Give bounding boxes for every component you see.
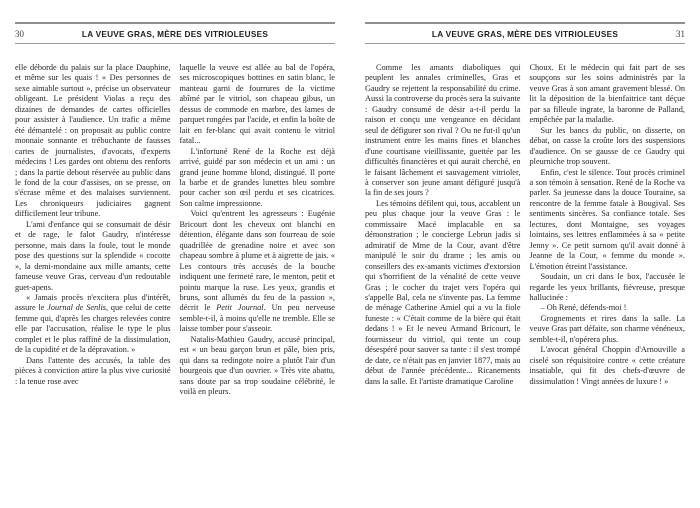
paragraph: – Oh René, défends-moi ! xyxy=(540,303,627,313)
paragraph: L'infortuné René de la Roche est déjà arrivé, guidé par son médecin et un ami : un grand jeune homme blond, distingué. Il porte la barbe et de grandes lunettes bleu sombre pour cacher son œil perdu et ses cicatrices. Son calme impressionne. xyxy=(179,146,335,208)
page-number-left: 30 xyxy=(15,28,24,39)
paragraph: Dans l'attente des accusés, la table des pièces à conviction attire la plus vive curiosité : la tenue rose avec xyxy=(15,355,171,386)
paragraph: Voici qu'entrent les agresseurs : Eugénie Bricourt dont les cheveux ont blanchi en détention, élégante dans son fourreau de soie quadrillée de grenadine noire et avec son chapeau sombre à plume et à aigrette de jais. « Les contours très accusés de la bouche indiquent une fermeté rare, le menton, petit et pointu marque la ruse. Les yeux, grandis et bruns, sont allumés du feu de la passion », décrit le Petit Journal. Un peu nerveuse semble-t-il, à moins qu'elle ne tremble. Elle se laisse tomber pour s'asseoir. xyxy=(179,209,335,334)
running-title-left: LA VEUVE GRAS, MÈRE DES VITRIOLEUSES xyxy=(81,28,269,39)
paragraph: Grognements et rires dans la salle. La veuve Gras part défaite, son charme vénéneux, semble-t-il, n'opérera plus. xyxy=(529,313,685,344)
paragraph: Sur les bancs du public, on disserte, on débat, on casse la croûte lors des suspensions d'audience. On se gausse de ce Gaudry qui pleurniche trop souvent. xyxy=(529,125,685,167)
text-column-3 xyxy=(365,63,521,387)
running-header-right xyxy=(365,22,685,44)
page-number-right: 31 xyxy=(676,28,685,39)
running-header-left xyxy=(15,22,335,44)
page-body-right xyxy=(365,63,685,387)
paragraph: elle déborde du palais sur la place Dauphine, et même sur les quais ! « Des personnes de sexe aimable surtout », précise un observateur obligeant. Le président Violas a reçu des dizaines de demandes de cartes officielles pour assister à l'audience. Un trafic a même été démantelé : on proposait au public contre monnaie sonnante et trébuchante de fausses cartes de journalistes, d'avocats, d'experts médecins ! Les gardes ont obtenu des renforts ; dans la partie debout réservée au public dans le fond de la cour d'assises, on se presse, on s'écrase même et des malaises surviennent. Les chroniqueurs judiciaires gagnent difficilement leur tribune. xyxy=(15,63,171,219)
paragraph: Enfin, c'est le silence. Tout procès criminel a son témoin à sensation. René de la Roche va parler. Sa jeunesse dans la douce Touraine, sa rencontre de la femme fatale à Bougival. Ses sentiments sincères. Sa confiance totale. Ses lectures, dont Montaigne, ses voyages lointains, ses lettres enflammées à sa « petite Jenny ». Ce petit surnom qu'il avait donné à Jeanne de la Cour, « femme du monde ». L'émotion étreint l'assistance. xyxy=(529,167,685,271)
text-column-2 xyxy=(180,63,336,398)
paragraph: L'ami d'enfance qui se consumait de désir et de rage, le falot Gaudry, n'intéresse personne, mais dans la foule, tout le monde pose des questions sur la splendide « cocotte », la demi-mondaine aux mille amants, cette fameuse veuve Gras, cerveau d'un redoutable guet-apens. xyxy=(15,219,171,292)
paragraph: Natalis-Mathieu Gaudry, accusé principal, est « un beau garçon brun et pâle, bien pris, qui dans sa redingote noire a plutôt l'air d'un bourgeois que d'un ouvrier. » Très vite abattu, sans doute par sa trop soudaine célébrité, le voilà en pleurs. xyxy=(179,334,335,397)
paragraph: Comme les amants diaboliques qui peuplent les annales criminelles, Gras et Gaudry se rejettent la responsabilité du crime. Aussi la controverse du procès sera la suivante : Gaudry consumé de désir a-t-il perdu la raison et conçu une vengeance en décidant seul de défigurer son rival ? Ou ne fut-il qu'un instrument entre les mains fines et blanches d'une courtisane vieillissante, guettée par les difficultés financières et qui aurait cherché, en le faisant lâchement et sauvagement vitrioler, à conserver son jeune amant défiguré jusqu'à la fin de ses jours ? xyxy=(365,63,521,198)
paragraph: « Jamais procès n'excitera plus d'intérêt, assure le Journal de Senlis, que celui de cette femme qui, d'après les charges relevées contre elle par l'accusation, réalise le type le plus complet et le plus raffiné de la dissimulation, de la cupidité et de la dépravation. » xyxy=(15,292,171,355)
paragraph: Choux. Et le médecin qui fait part de ses soupçons sur les soins administrés par la veuve Gras à son amant gravement blessé. On lit la déposition de la bienfaitrice tant déçue par sa filleule ingrate, la baronne de Palland, empêchée par la maladie. xyxy=(529,63,685,125)
paragraph: Les témoins défilent qui, tous, accablent un peu plus chaque jour la veuve Gras : le commissaire Macé implacable en sa démonstration ; le concierge Lebrun jadis si admiratif de Mme de la Cour, avant d'être manipulé le soir du drame ; les amis ou conseillers des ex-amants victimes d'extorsion qui s'horrifient de la vénalité de cette veuve Gras ; le cocher du trajet vers l'opéra qui s'appelle Bal, cela ne s'invente pas. La femme de ménage Catherine Amiel qui a vu la fiole funeste : « C'était comme de la bière qui était dedans ! » Et le neveu Armand Bricourt, le fournisseur du vitriol, qui tente un coup désespéré pour sauver sa tante : il s'est trompé de date, ce n'était pas en janvier 1877, mais au début de l'année précédente... Ricanements dans la salle. Et l'artiste dramatique Caroline xyxy=(365,198,521,386)
page-body-left xyxy=(15,63,335,398)
running-title-right: LA VEUVE GRAS, MÈRE DES VITRIOLEUSES xyxy=(431,28,619,39)
paragraph: L'avocat général Choppin d'Arnouville a ciselé son réquisitoire contre « cette créature insatiable, qui fit des chefs-d'œuvre de dissimulation ! Vingt années de luxure ! » xyxy=(529,345,685,386)
paragraph: Soudain, un cri dans le box, l'accusée le regarde les yeux brillants, fiévreuse, presque hallucinée : xyxy=(529,272,685,302)
paragraph: laquelle la veuve est allée au bal de l'opéra, ses microscopiques bottines en satin blanc, le manteau garni de fourrures de la victime abîmé par le vitriol, son chapeau gibus, un dessus de commode en marbre, des lames de parquet rongées par l'acide, et enfin la boîte de lait en fer-blanc qui avait contenu le vitriol fatal... xyxy=(179,63,335,146)
text-column-4 xyxy=(530,63,686,387)
text-column-1 xyxy=(15,63,171,398)
page-right xyxy=(350,0,700,508)
